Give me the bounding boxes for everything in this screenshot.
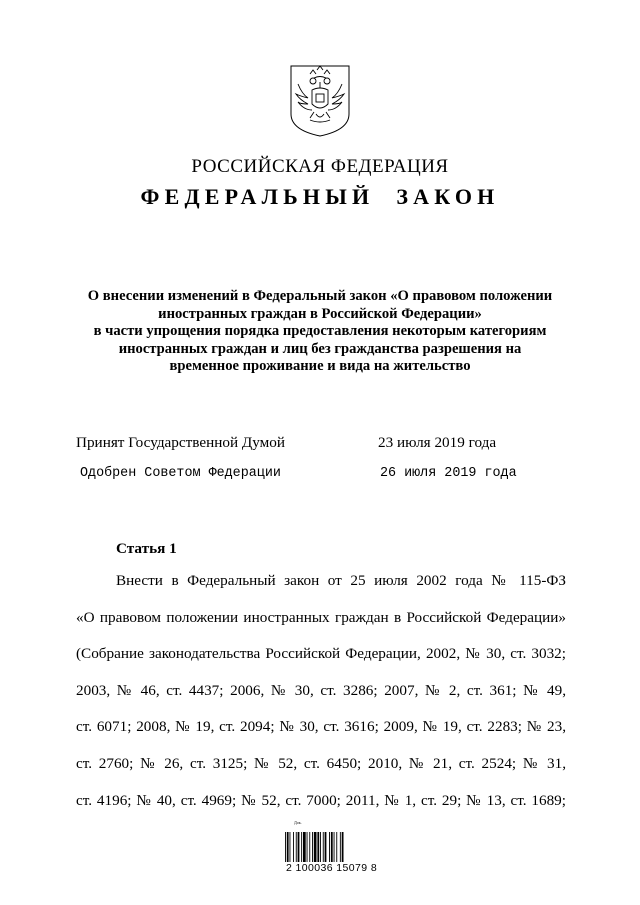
council-approval-date: 26 июля 2019 года [380, 466, 517, 481]
law-title-line: иностранных граждан и лиц без гражданства разрешения на [118, 340, 522, 357]
duma-adoption-date: 23 июля 2019 года [378, 434, 497, 451]
article-line: ст. 6071; 2008, № 19, ст. 2094; № 30, ст. 3616; 2009, № 19, ст. 2283; № 23, [76, 718, 566, 736]
law-type-heading [0, 184, 640, 210]
law-title [70, 288, 570, 376]
article-line: «О правовом положении иностранных граждан в Российской Федерации» [76, 608, 566, 626]
law-title-line: временное проживание и вида на жительство [169, 358, 471, 375]
barcode-top-text: Док. [294, 820, 302, 825]
country-heading: РОССИЙСКАЯ ФЕДЕРАЦИЯ [191, 156, 449, 177]
law-title-line: О внесении изменений в Федеральный закон «О правовом положении [87, 288, 553, 304]
duma-adoption-label: Принят Государственной Думой [76, 434, 285, 451]
article-body [76, 572, 566, 828]
law-type-word-1: ФЕДЕРАЛЬНЫЙ [140, 184, 375, 209]
article-line: ст. 2760; № 26, ст. 3125; № 52, ст. 6450; 2010, № 21, ст. 2524; № 31, [76, 754, 566, 772]
law-title-line: в части упрощения порядка предоставления некоторым категориям [93, 323, 547, 340]
article-line: ст. 4196; № 40, ст. 4969; № 52, ст. 7000; 2011, № 1, ст. 29; № 13, ст. 1689; [76, 791, 566, 809]
article-line: (Собрание законодательства Российской Федерации, 2002, № 30, ст. 3032; [76, 645, 566, 663]
barcode-number: 2 100036 15079 8 [286, 862, 378, 874]
coat-of-arms-emblem [288, 64, 352, 138]
article-line: Внести в Федеральный закон от 25 июля 2002 года № 115-ФЗ [116, 572, 566, 589]
law-type-word-2: ЗАКОН [396, 184, 500, 209]
council-approval-label: Одобрен Советом Федерации [80, 466, 281, 481]
article-line: 2003, № 46, ст. 4437; 2006, № 30, ст. 3286; 2007, № 2, ст. 361; № 49, [76, 681, 566, 699]
article-heading: Статья 1 [116, 540, 177, 557]
law-title-line: иностранных граждан в Российской Федерации» [158, 305, 482, 322]
